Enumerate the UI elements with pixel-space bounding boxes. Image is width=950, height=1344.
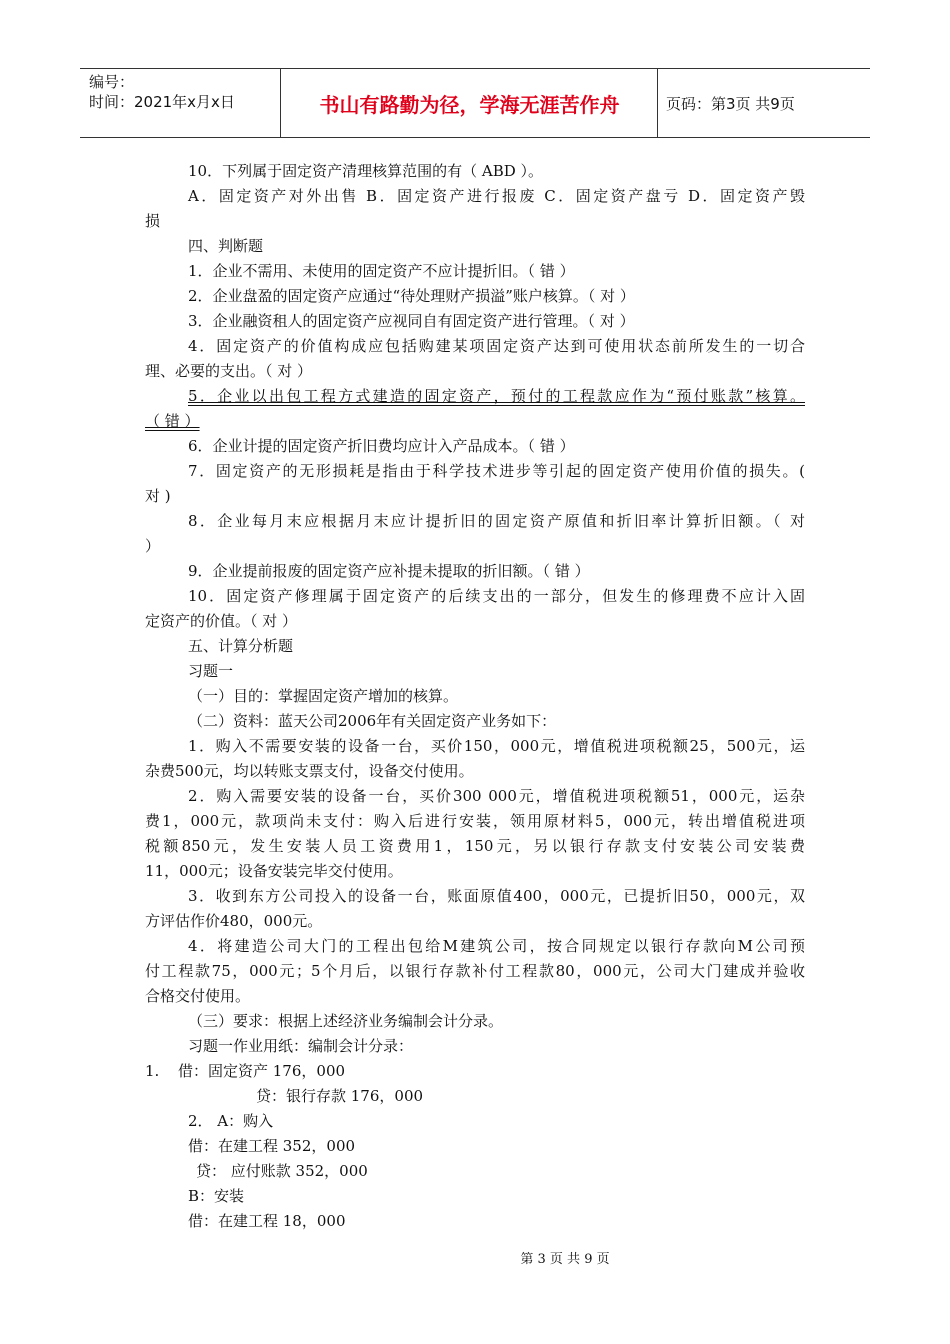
answer-2-title: 2． A：购入 [188,1112,274,1130]
answer-2b-debit: 借：在建工程 18，000 [188,1212,346,1230]
section-4-title: 四、判断题 [188,237,264,255]
judge-5: 5．企业以出包工程方式建造的固定资产，预付的工程款应作为“预付账款”核算。 [188,387,805,405]
judge-1: 1．企业不需用、未使用的固定资产不应计提折旧。（ 错 ） [188,262,575,280]
exercise-1-goal: （一）目的：掌握固定资产增加的核算。 [188,687,459,705]
data-item-2-cont-2: 税额850元，发生安装人员工资费用1，150元，另以银行存款支付安装公司安装费 [145,837,805,855]
data-item-2-cont-1: 费1，000元，款项尚未支付：购入后进行安装，领用原材料5，000元，转出增值税进项 [145,812,805,830]
date-label: 时间：2021年x月x日 [89,93,235,111]
answer-2b-title: B：安装 [188,1187,245,1205]
exercise-1-answer-sheet: 习题一作业用纸：编制会计分录： [188,1037,414,1055]
data-item-4: 4．将建造公司大门的工程出包给M建筑公司，按合同规定以银行存款向M公司预 [188,937,805,955]
header-page-info: 页码：第3页 共9页 [666,94,795,113]
data-item-1-cont: 杂费500元，均以转账支票支付，设备交付使用。 [145,762,474,780]
data-item-3-cont: 方评估作价480，000元。 [145,912,323,930]
judge-6: 6．企业计提的固定资产折旧费均应计入产品成本。（ 错 ） [188,437,575,455]
exercise-1-requirement: （三）要求：根据上述经济业务编制会计分录。 [188,1012,504,1030]
question-10-options-cont: 损 [145,212,161,230]
judge-9: 9．企业提前报废的固定资产应补提未提取的折旧额。（ 错 ） [188,562,590,580]
exercise-1-data: （二）资料：蓝天公司2006年有关固定资产业务如下： [188,712,557,730]
judge-10: 10．固定资产修理属于固定资产的后续支出的一部分，但发生的修理费不应计入固 [188,587,805,605]
data-item-1: 1．购入不需要安装的设备一台，买价150，000元，增值税进项税额25，500元，运 [188,737,805,755]
header-motto: 书山有路勤为径，学海无涯苦作舟 [282,69,658,137]
judge-8-cont: ） [145,537,161,555]
header-meta-cell [80,69,281,137]
question-10-options: A．固定资产对外出售 B．固定资产进行报废 C．固定资产盘亏 D．固定资产毁 [188,187,805,205]
judge-4-cont: 理、必要的支出。（ 对 ） [145,362,313,380]
judge-7-cont: 对 ) [145,487,171,505]
data-item-4-cont-2: 合格交付使用。 [145,987,251,1005]
answer-1-credit: 贷：银行存款 176，000 [256,1087,424,1105]
page-footer [0,1248,950,1267]
data-item-2-cont-3: 11，000元；设备安装完毕交付使用。 [145,862,403,880]
answer-1-number: 1. [145,1062,160,1080]
judge-7: 7．固定资产的无形损耗是指由于科学技术进步等引起的固定资产使用价值的损失。( [188,462,805,480]
answer-1-debit: 借：固定资产 176，000 [178,1062,346,1080]
judge-10-cont: 定资产的价值。（ 对 ） [145,612,298,630]
data-item-2: 2．购入需要安装的设备一台，买价300 000元，增值税进项税额51，000元，运杂 [188,787,805,805]
judge-8: 8．企业每月末应根据月末应计提折旧的固定资产原值和折旧率计算折旧额。（ 对 [188,512,805,530]
question-10-multi: 10．下列属于固定资产清理核算范围的有（ ABD ）。 [188,162,544,180]
judge-4: 4．固定资产的价值构成应包括购建某项固定资产达到可使用状态前所发生的一切合 [188,337,805,355]
exercise-1-title: 习题一 [188,662,234,680]
judge-5-cont: （ 错 ） [145,412,200,430]
page-header [80,68,870,138]
footer-page-number: 第 3 页 共 9 页 [520,1252,610,1267]
judge-2: 2．企业盘盈的固定资产应通过“待处理财产损溢”账户核算。（ 对 ） [188,287,635,305]
judge-3: 3．企业融资租人的固定资产应视同自有固定资产进行管理。（ 对 ） [188,312,635,330]
section-5-title: 五、计算分析题 [188,637,294,655]
serial-label: 编号： [89,73,135,91]
data-item-3: 3．收到东方公司投入的设备一台，账面原值400，000元，已提折旧50，000元，双 [188,887,805,905]
answer-2-credit: 贷： 应付账款 352，000 [196,1162,368,1180]
answer-2-debit: 借：在建工程 352，000 [188,1137,356,1155]
data-item-4-cont-1: 付工程款75，000元；5个月后，以银行存款补付工程款80，000元，公司大门建成并验收 [145,962,805,980]
